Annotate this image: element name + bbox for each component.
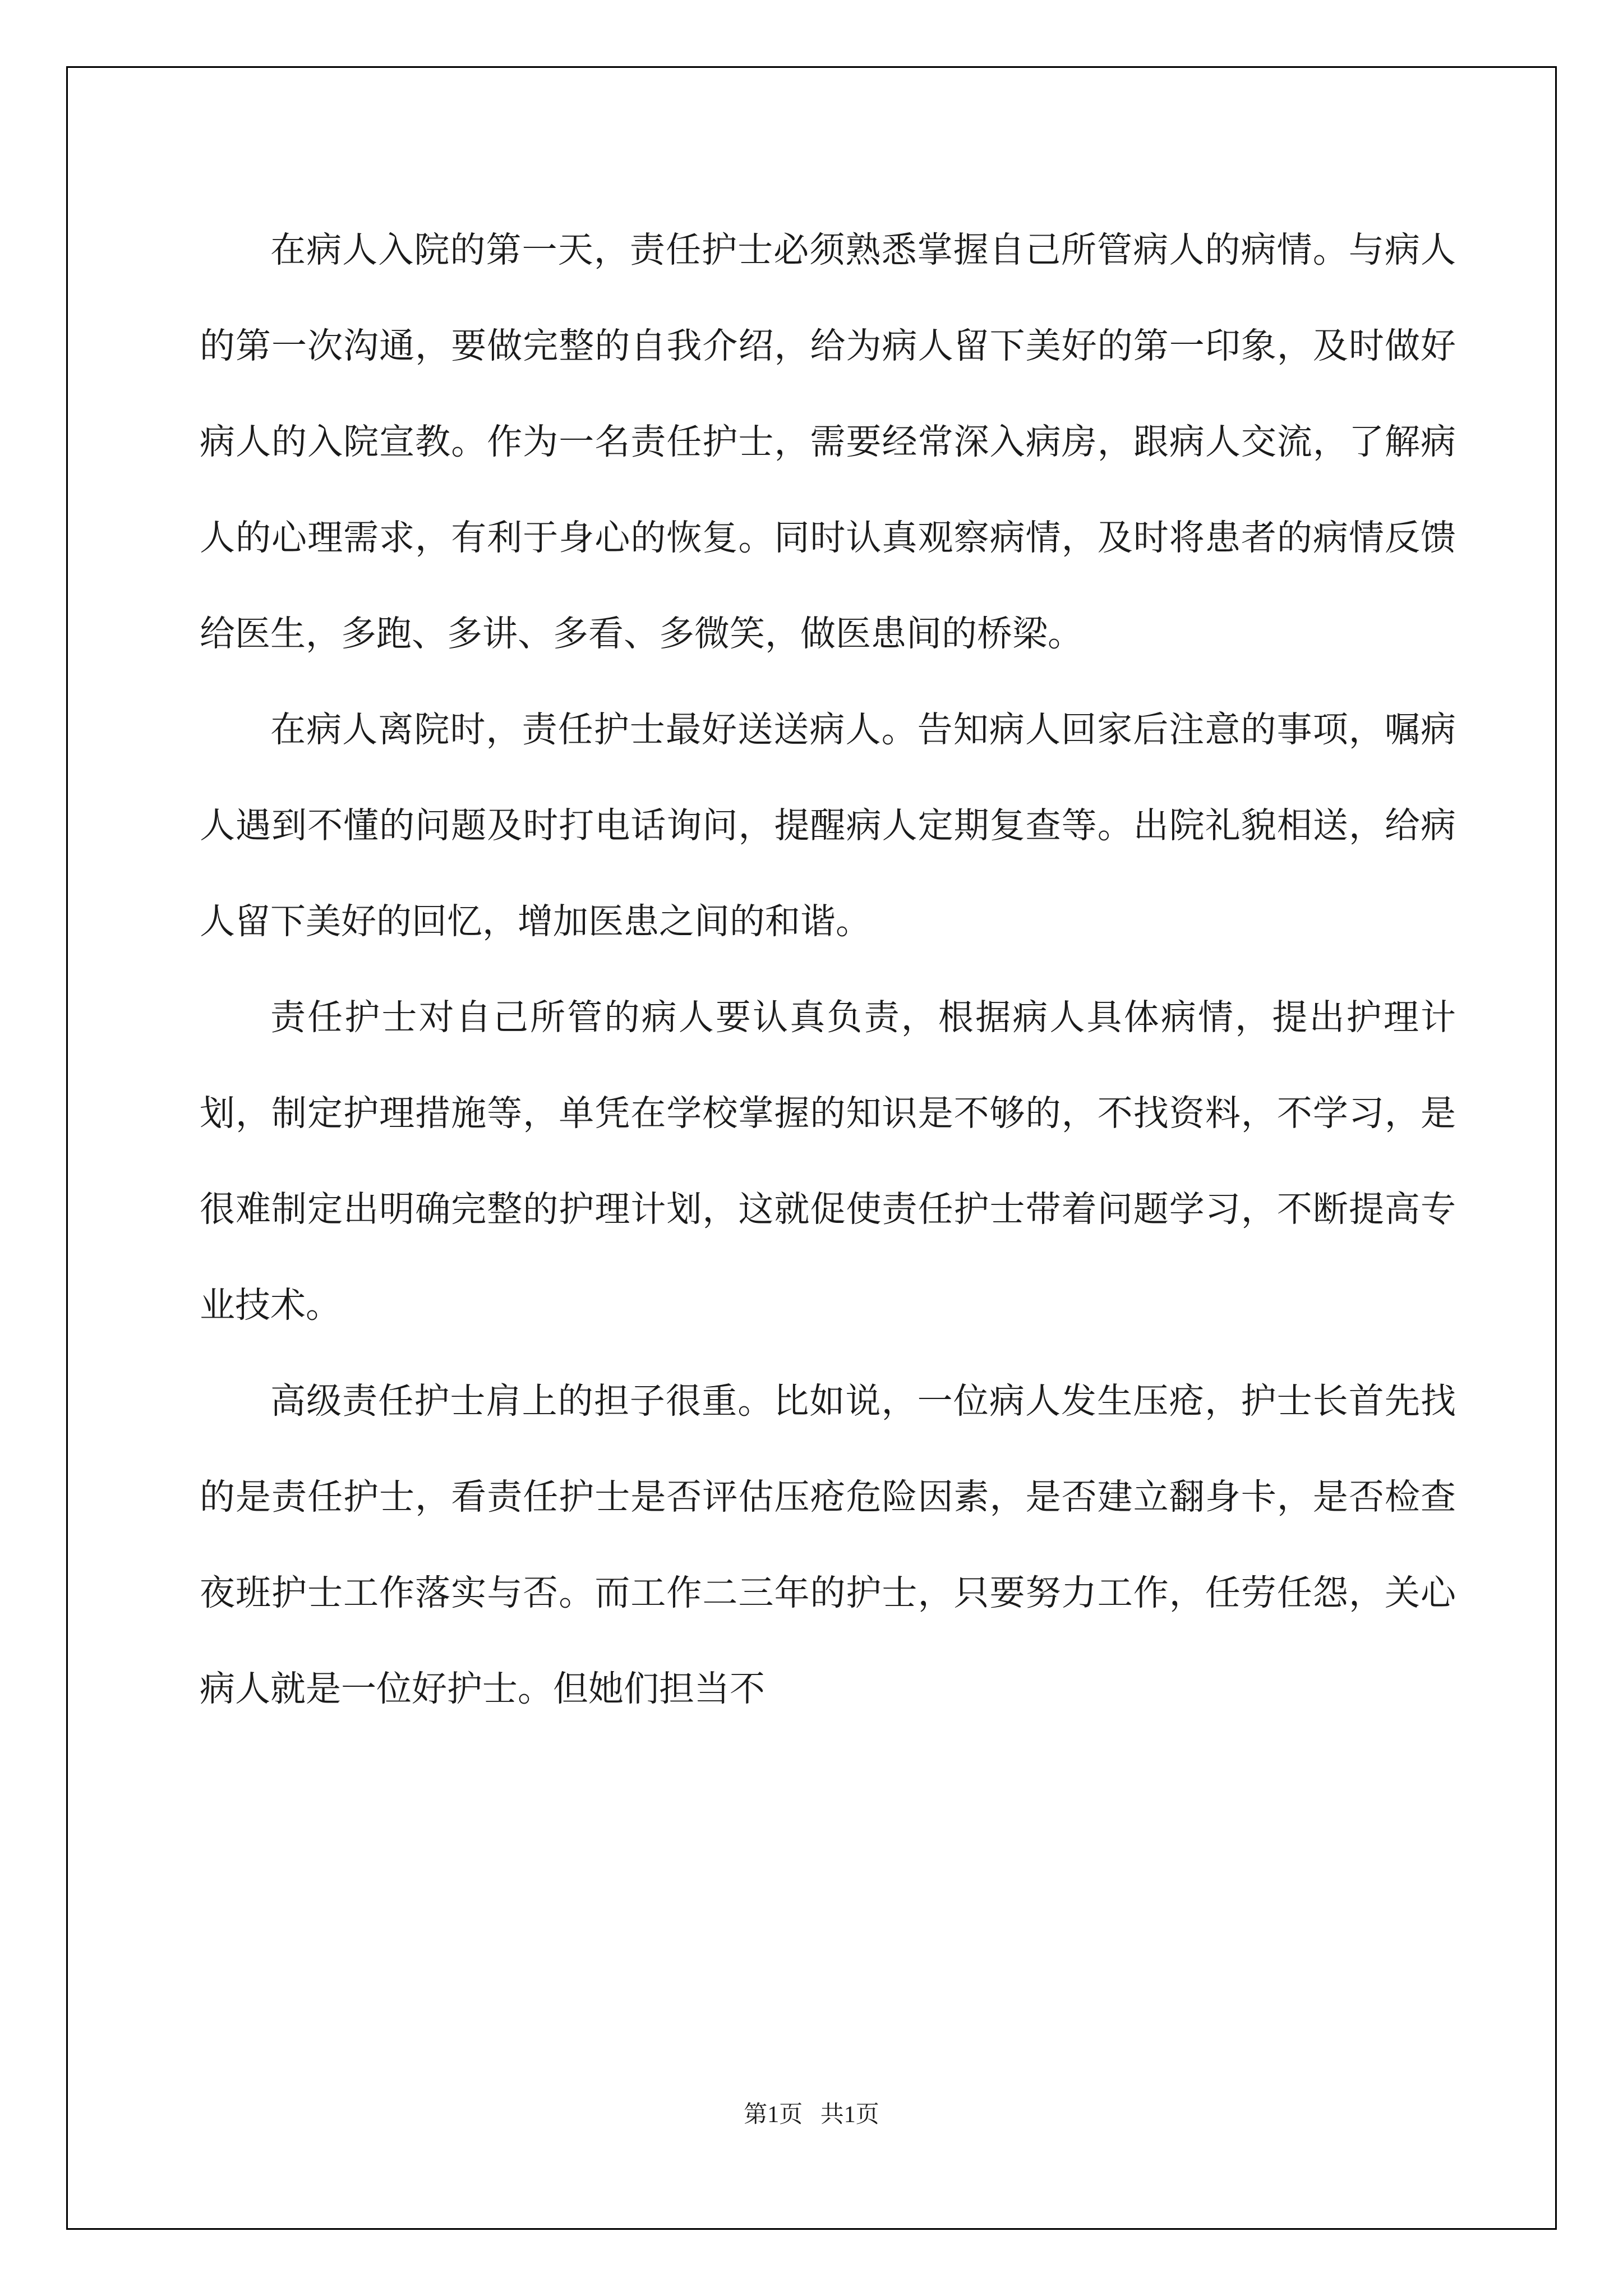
paragraph-senior-nurse: 高级责任护士肩上的担子很重。比如说，一位病人发生压疮，护士长首先找的是责任护士，看责任护士是否评估压疮危险因素，是否建立翻身卡，是否检查夜班护士工作落实与否。而工作二三年的护士，只要努力工作，任劳任怨，关心病人就是一位好护士。但她们担当不 (200, 1381, 1456, 1709)
paragraph-discharge: 在病人离院时，责任护士最好送送病人。告知病人回家后注意的事项，嘱病人遇到不懂的问题及时打电话询问，提醒病人定期复查等。出院礼貌相送，给病人留下美好的回忆，增加医患之间的和谐。 (200, 709, 1456, 942)
document-body (200, 202, 1456, 1737)
paragraph-admission: 在病人入院的第一天，责任护士必须熟悉掌握自己所管病人的病情。与病人的第一次沟通，要做完整的自我介绍，给为病人留下美好的第一印象，及时做好病人的入院宣教。作为一名责任护士，需要经常深入病房，跟病人交流，了解病人的心理需求，有利于身心的恢复。同时认真观察病情，及时将患者的病情反馈给医生，多跑、多讲、多看、多微笑，做医患间的桥梁。 (200, 229, 1456, 654)
paragraph-responsibility: 责任护士对自己所管的病人要认真负责，根据病人具体病情，提出护理计划，制定护理措施等，单凭在学校掌握的知识是不够的，不找资料，不学习，是很难制定出明确完整的护理计划，这就促使责任护士带着问题学习，不断提高专业技术。 (200, 997, 1456, 1326)
page-number-footer: 第1页 共1页 (744, 2102, 879, 2128)
